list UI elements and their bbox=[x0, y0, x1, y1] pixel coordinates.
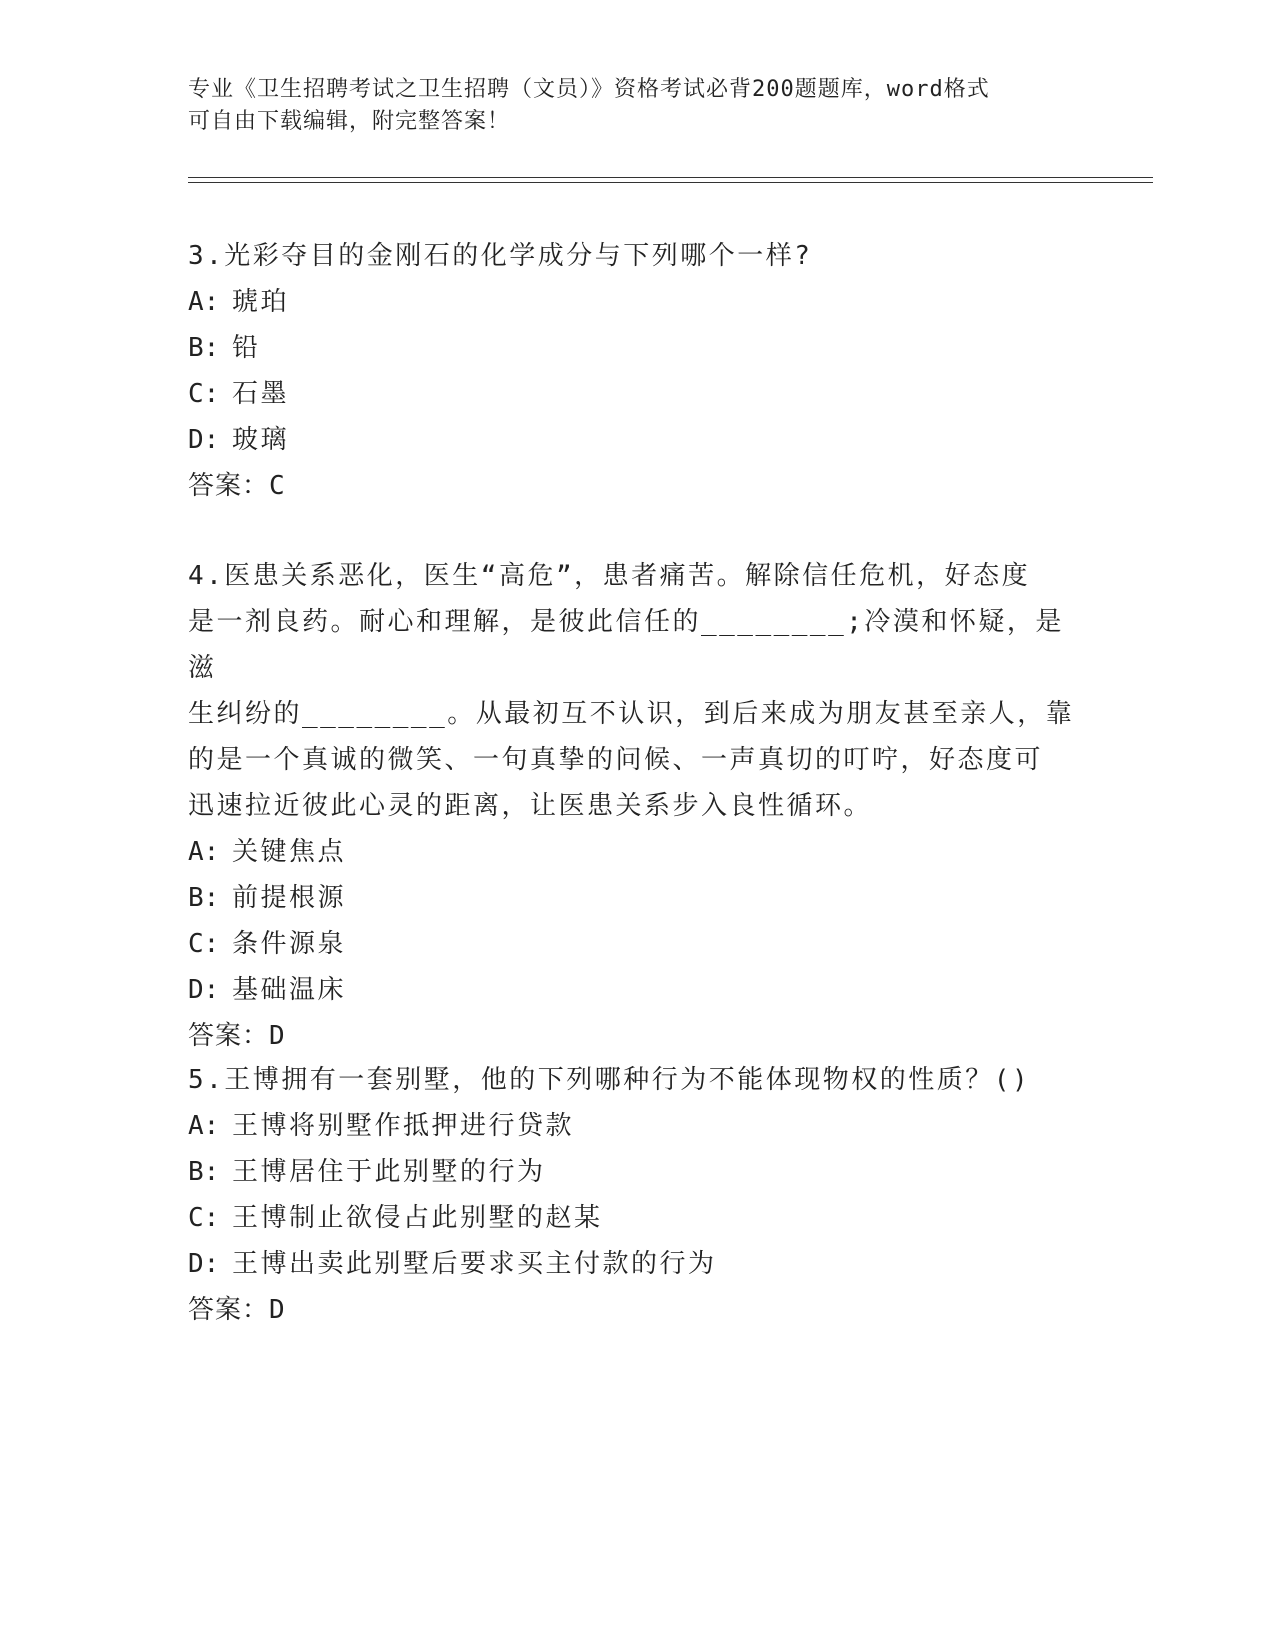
answer-line: 答案：D bbox=[188, 1021, 286, 1051]
option-text: 玻璃 bbox=[232, 425, 290, 455]
option-text: 基础温床 bbox=[232, 975, 347, 1005]
option-c bbox=[188, 371, 1088, 417]
header-divider-top bbox=[188, 177, 1153, 178]
option-text: 条件源泉 bbox=[232, 929, 347, 959]
option-text: 王博将别墅作抵押进行贷款 bbox=[232, 1111, 575, 1141]
option-label: A: bbox=[188, 287, 220, 317]
option-label: D: bbox=[188, 1249, 220, 1279]
option-label: B: bbox=[188, 333, 220, 363]
option-b bbox=[188, 1149, 1088, 1195]
option-d bbox=[188, 967, 1088, 1013]
answer-line: 答案：C bbox=[188, 471, 286, 501]
question-stem-line-3: 生纠纷的________。从最初互不认识，到后来成为朋友甚至亲人，靠 bbox=[188, 699, 1075, 729]
option-text: 王博制止欲侵占此别墅的赵某 bbox=[232, 1203, 603, 1233]
option-c bbox=[188, 921, 1088, 967]
option-label: A: bbox=[188, 837, 220, 867]
option-b bbox=[188, 875, 1088, 921]
option-label: D: bbox=[188, 975, 220, 1005]
option-label: D: bbox=[188, 425, 220, 455]
question-stem-line-1: 4.医患关系恶化，医生“高危”，患者痛苦。解除信任危机，好态度 bbox=[188, 561, 1031, 591]
question-stem-line-2: 是一剂良药。耐心和理解，是彼此信任的________;冷漠和怀疑，是滋 bbox=[188, 607, 1064, 683]
question-5 bbox=[188, 1057, 1088, 1333]
option-text: 关键焦点 bbox=[232, 837, 347, 867]
option-a bbox=[188, 829, 1088, 875]
option-label: B: bbox=[188, 883, 220, 913]
option-label: C: bbox=[188, 379, 220, 409]
answer-line: 答案：D bbox=[188, 1295, 286, 1325]
option-label: C: bbox=[188, 1203, 220, 1233]
option-text: 王博居住于此别墅的行为 bbox=[232, 1157, 546, 1187]
option-text: 前提根源 bbox=[232, 883, 347, 913]
question-stem: 3.光彩夺目的金刚石的化学成分与下列哪个一样? bbox=[188, 241, 813, 271]
option-label: B: bbox=[188, 1157, 220, 1187]
option-c bbox=[188, 1195, 1088, 1241]
option-d bbox=[188, 1241, 1088, 1287]
option-text: 琥珀 bbox=[232, 287, 290, 317]
question-3 bbox=[188, 233, 1088, 509]
question-stem-line-4: 的是一个真诚的微笑、一句真挚的问候、一声真切的叮咛，好态度可 bbox=[188, 745, 1044, 775]
option-text: 铅 bbox=[232, 333, 261, 363]
question-stem: 5.王博拥有一套别墅，他的下列哪种行为不能体现物权的性质？() bbox=[188, 1065, 1031, 1095]
header-divider-bottom bbox=[188, 182, 1153, 183]
option-d bbox=[188, 417, 1088, 463]
option-label: C: bbox=[188, 929, 220, 959]
document-header bbox=[188, 74, 1068, 138]
option-b bbox=[188, 325, 1088, 371]
option-label: A: bbox=[188, 1111, 220, 1141]
header-line-1: 专业《卫生招聘考试之卫生招聘（文员）》资格考试必背200题题库，word格式 bbox=[188, 77, 990, 102]
header-line-2: 可自由下载编辑，附完整答案！ bbox=[188, 109, 511, 134]
question-4 bbox=[188, 553, 1088, 1059]
option-a bbox=[188, 279, 1088, 325]
option-text: 王博出卖此别墅后要求买主付款的行为 bbox=[232, 1249, 717, 1279]
question-stem-line-5: 迅速拉近彼此心灵的距离，让医患关系步入良性循环。 bbox=[188, 791, 873, 821]
option-a bbox=[188, 1103, 1088, 1149]
option-text: 石墨 bbox=[232, 379, 290, 409]
